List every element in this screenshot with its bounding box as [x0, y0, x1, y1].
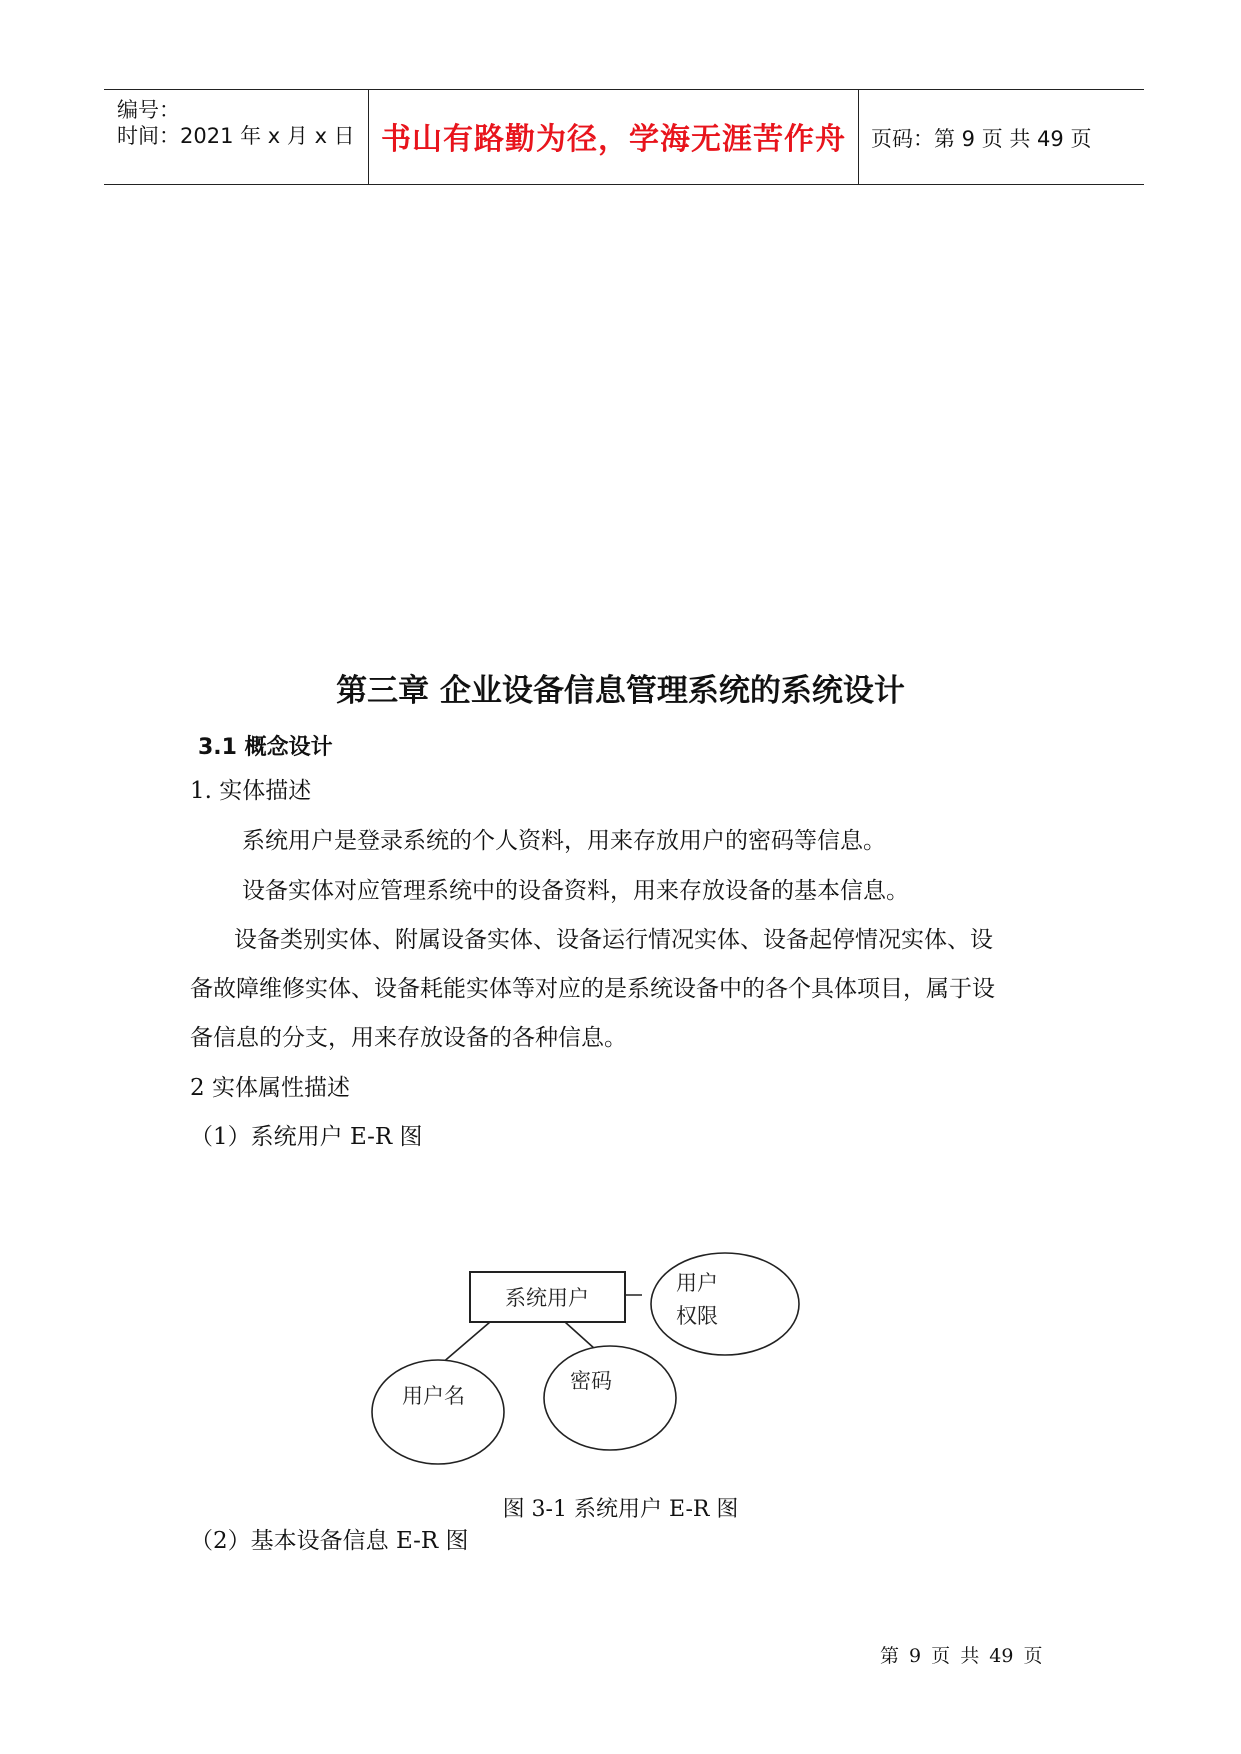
attribute-password-ellipse — [544, 1346, 676, 1450]
header-left-cell — [104, 90, 368, 184]
attribute-permission-line2: 权限 — [676, 1304, 718, 1328]
header-motto-cell — [368, 90, 859, 184]
paragraph-2: 设备实体对应管理系统中的设备资料，用来存放设备的基本信息。 — [242, 878, 909, 904]
header-page-info: 页码：第 9 页 共 49 页 — [871, 127, 1092, 151]
attribute-permission-line1: 用户 — [676, 1271, 718, 1295]
attribute-username-ellipse — [372, 1360, 504, 1464]
document-number-label: 编号： — [117, 98, 180, 122]
item1-title: 1. 实体描述 — [190, 778, 312, 804]
entity-label: 系统用户 — [505, 1286, 589, 1310]
sub2-title: （2）基本设备信息 E-R 图 — [190, 1528, 469, 1554]
header-right-cell — [859, 90, 1144, 184]
figure-caption: 图 3-1 系统用户 E-R 图 — [502, 1497, 739, 1522]
chapter-title: 第三章 企业设备信息管理系统的系统设计 — [336, 673, 905, 709]
paragraph-1: 系统用户是登录系统的个人资料，用来存放用户的密码等信息。 — [242, 828, 886, 854]
er-diagram — [370, 1250, 810, 1470]
attribute-password-label: 密码 — [570, 1369, 612, 1393]
page-footer: 第 9 页 共 49 页 — [880, 1645, 1043, 1667]
item2-title: 2 实体属性描述 — [190, 1075, 350, 1101]
sub1-title: （1）系统用户 E-R 图 — [190, 1124, 423, 1150]
paragraph-3-line-3: 备信息的分支，用来存放设备的各种信息。 — [190, 1025, 627, 1051]
attribute-permission-ellipse — [651, 1253, 799, 1355]
section-title: 3.1 概念设计 — [198, 735, 333, 760]
document-time-label: 时间：2021 年 x 月 x 日 — [117, 124, 355, 148]
page-header — [104, 89, 1144, 185]
paragraph-3-line-1: 设备类别实体、附属设备实体、设备运行情况实体、设备起停情况实体、设 — [234, 927, 993, 953]
header-motto: 书山有路勤为径，学海无涯苦作舟 — [381, 122, 846, 157]
attribute-username-label: 用户名 — [402, 1384, 465, 1408]
paragraph-3-line-2: 备故障维修实体、设备耗能实体等对应的是系统设备中的各个具体项目，属于设 — [190, 976, 995, 1002]
